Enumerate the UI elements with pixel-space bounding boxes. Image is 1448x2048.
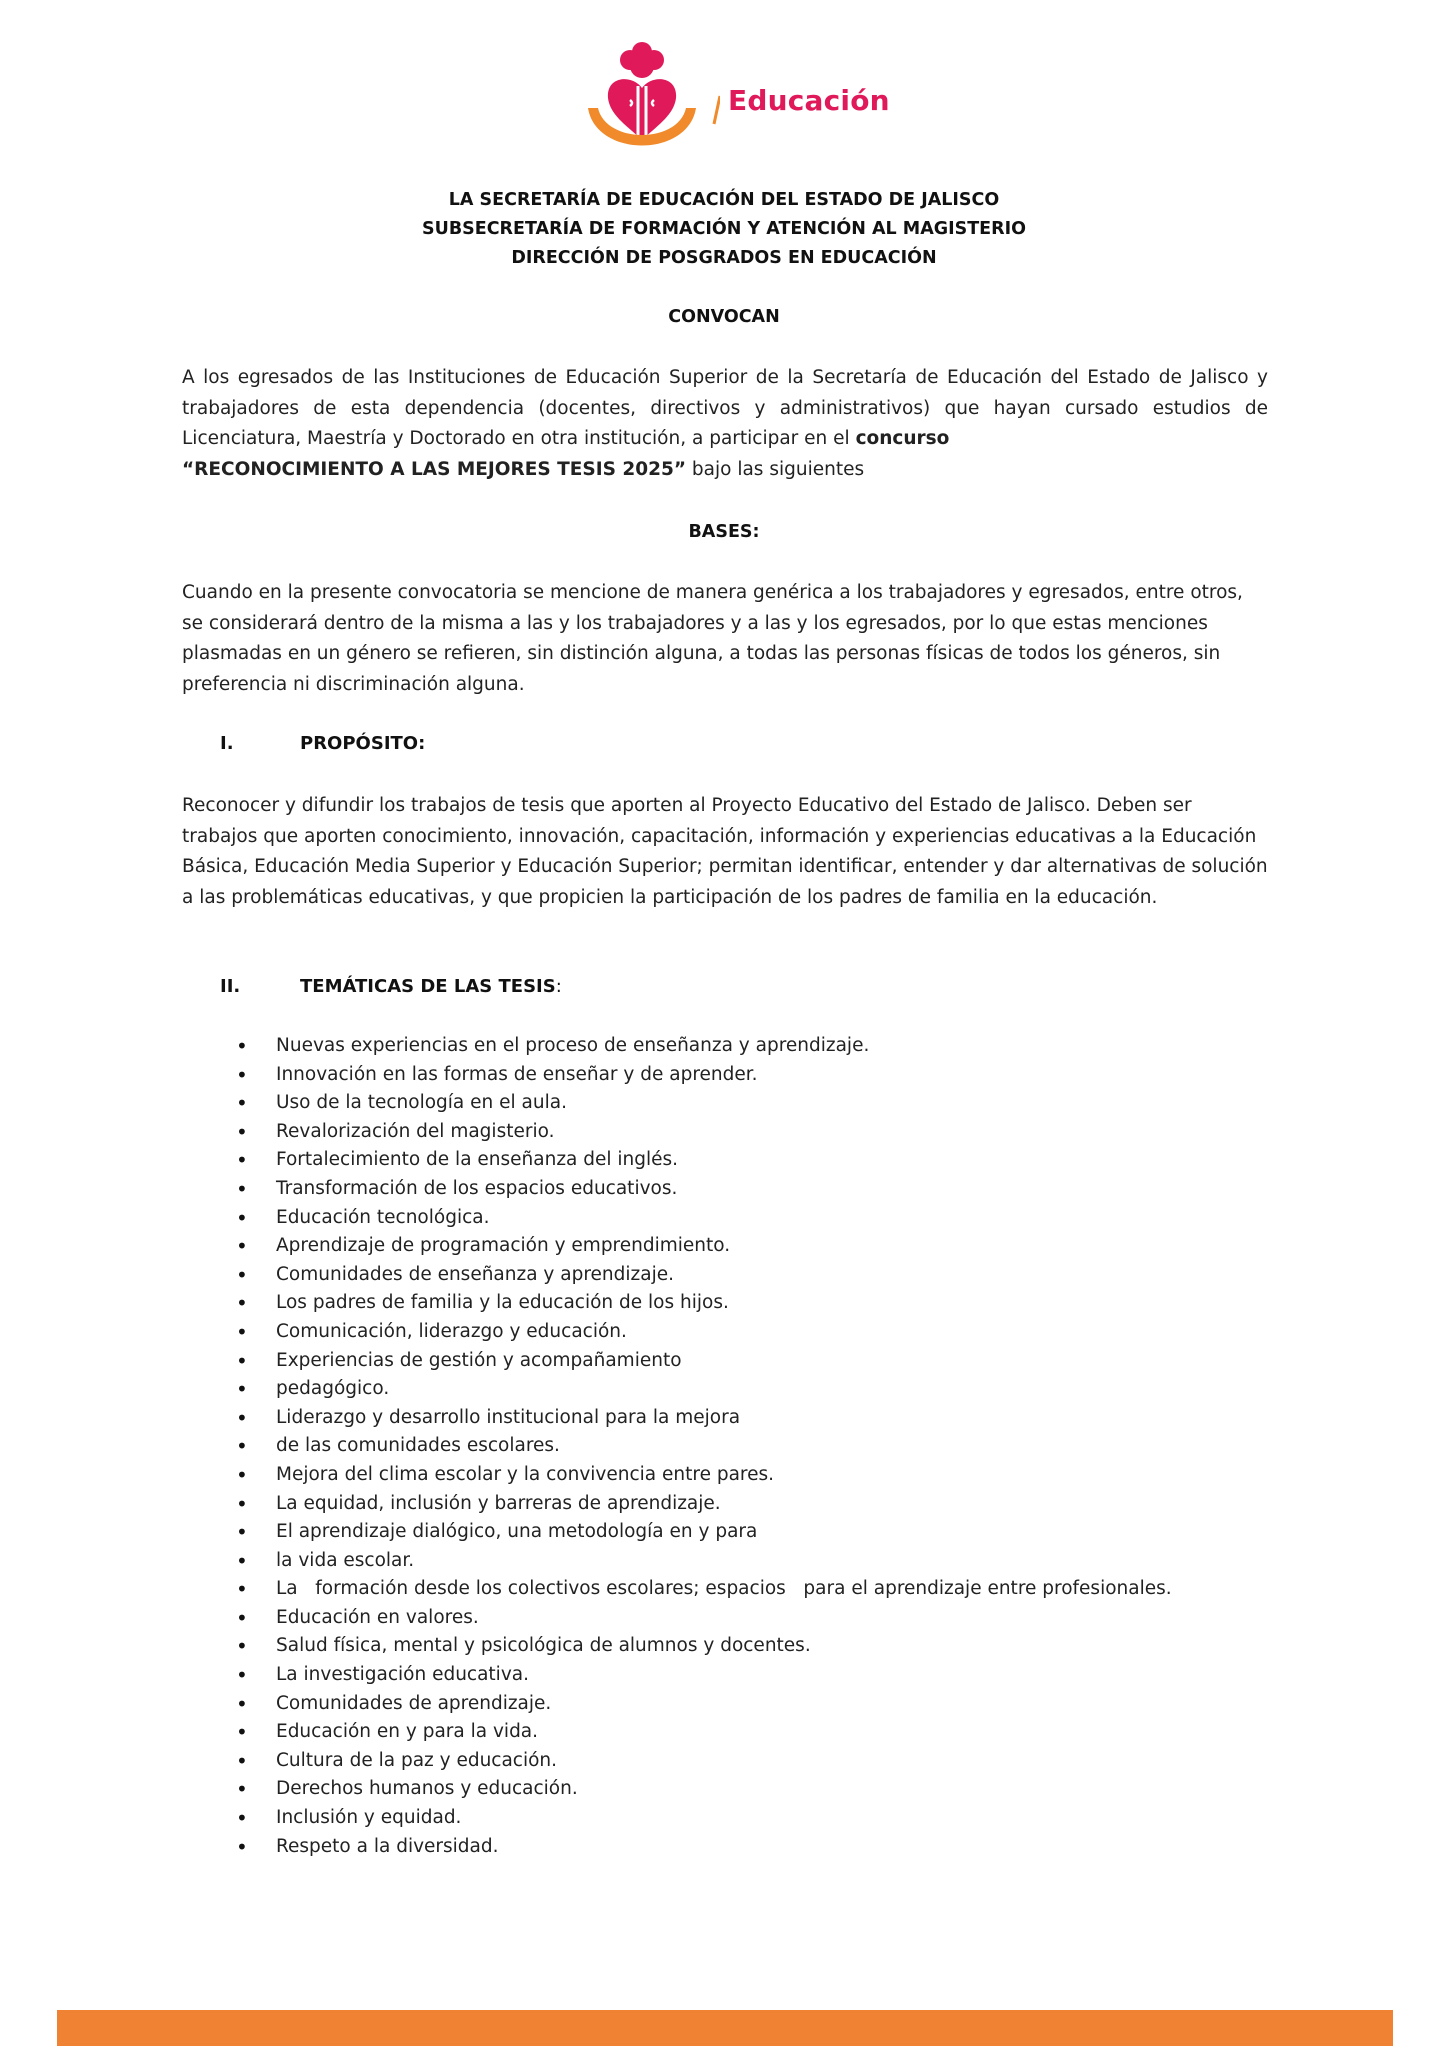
topic-list-item: • Uso de la tecnología en el aula.: [236, 1089, 1172, 1118]
topic-list-item: • Respeto a la diversidad.: [236, 1833, 1172, 1862]
topic-list-item: • Revalorización del magisterio.: [236, 1118, 1172, 1147]
topic-list-item: • Nuevas experiencias en el proceso de enseñanza y aprendizaje.: [236, 1032, 1172, 1061]
topic-list-item: • La investigación educativa.: [236, 1661, 1172, 1690]
header-line-2: SUBSECRETARÍA DE FORMACIÓN Y ATENCIÓN AL MAGISTERIO: [422, 219, 1026, 239]
topic-list-item: • Comunidades de enseñanza y aprendizaje.: [236, 1261, 1172, 1290]
section-1-title: PROPÓSITO:: [300, 733, 426, 754]
bases-paragraph: Cuando en la presente convocatoria se mencione de manera genérica a los trabajadores y egresados, entre otros, se considerará dentro de la misma a las y los trabajadores y a las y los egresados, por lo que estas menciones plasmadas en un género se refieren, sin distinción alguna, a todas las personas físicas de todos los géneros, sin preferencia ni discriminación alguna.: [182, 582, 1243, 695]
intro-text-end: bajo las siguientes: [686, 458, 865, 480]
topic-list-item: • Educación tecnológica.: [236, 1204, 1172, 1233]
section-1-number: I.: [220, 733, 234, 754]
topic-list-item: • Comunicación, liderazgo y educación.: [236, 1318, 1172, 1347]
topic-list-item: • Inclusión y equidad.: [236, 1804, 1172, 1833]
topic-list-item: • Educación en valores.: [236, 1604, 1172, 1633]
topic-list-item: • Cultura de la paz y educación.: [236, 1747, 1172, 1776]
header-line-3: DIRECCIÓN DE POSGRADOS EN EDUCACIÓN: [511, 248, 937, 268]
purpose-paragraph: Reconocer y difundir los trabajos de tesis que aporten al Proyecto Educativo del Estado de Jalisco. Deben ser trabajos que aporten conocimiento, innovación, capacitación, información y experiencias educativas a la Educación Básica, Educación Media Superior y Educación Superior; permitan identificar, entender y dar alternativas de solución a las problemáticas educativas, y que propicien la participación de los padres de familia en la educación.: [182, 795, 1268, 908]
topic-list-item: • La equidad, inclusión y barreras de aprendizaje.: [236, 1490, 1172, 1519]
header-line-1: LA SECRETARÍA DE EDUCACIÓN DEL ESTADO DE JALISCO: [448, 190, 1000, 210]
topic-list-item: • la vida escolar.: [236, 1547, 1172, 1576]
topic-list-item: • pedagógico.: [236, 1375, 1172, 1404]
education-logo: [580, 36, 900, 172]
topic-list-item: • Fortalecimiento de la enseñanza del inglés.: [236, 1146, 1172, 1175]
intro-paragraph: [182, 363, 1268, 485]
topic-list-item: • Liderazgo y desarrollo institucional para la mejora: [236, 1404, 1172, 1433]
bases-heading: BASES:: [688, 522, 760, 542]
footer-bar: [57, 2010, 1393, 2046]
topic-list-item: • Salud física, mental y psicológica de alumnos y docentes.: [236, 1632, 1172, 1661]
topic-list-item: • Derechos humanos y educación.: [236, 1775, 1172, 1804]
intro-text-start: A los egresados de las Instituciones de Educación Superior de la Secretaría de Educación del Estado de Jalisco y trabajadores de esta dependencia (docentes, directivos y administrativos) que hayan cursado estudios de Licenciatura, Maestría y Doctorado en otra institución, a participar en el: [182, 367, 1268, 449]
section-2-heading: [220, 976, 562, 997]
topic-list-item: • de las comunidades escolares.: [236, 1432, 1172, 1461]
topic-list-item: • Aprendizaje de programación y emprendimiento.: [236, 1232, 1172, 1261]
topic-list-item: • La formación desde los colectivos escolares; espacios para el aprendizaje entre profesionales.: [236, 1575, 1172, 1604]
topic-list-item: • El aprendizaje dialógico, una metodología en y para: [236, 1518, 1172, 1547]
topic-list-item: • Innovación en las formas de enseñar y de aprender.: [236, 1061, 1172, 1090]
intro-contest-title: “RECONOCIMIENTO A LAS MEJORES TESIS 2025”: [182, 458, 687, 480]
convocan-heading: CONVOCAN: [668, 307, 780, 327]
topic-list-item: • Los padres de familia y la educación de los hijos.: [236, 1289, 1172, 1318]
intro-concurso: concurso: [855, 428, 950, 449]
section-1-heading: [220, 733, 425, 754]
topic-list-item: • Mejora del clima escolar y la convivencia entre pares.: [236, 1461, 1172, 1490]
topic-list-item: • Educación en y para la vida.: [236, 1718, 1172, 1747]
education-logo-icon: [580, 36, 720, 172]
topic-list-item: • Transformación de los espacios educativos.: [236, 1175, 1172, 1204]
section-2-number: II.: [220, 976, 241, 997]
section-2-title: TEMÁTICAS DE LAS TESIS: [300, 976, 556, 997]
topics-list: [236, 1032, 1172, 1861]
section-2-colon: :: [555, 976, 562, 997]
topic-list-item: • Comunidades de aprendizaje.: [236, 1690, 1172, 1719]
education-logo-text: Educación: [728, 84, 890, 117]
topic-list-item: • Experiencias de gestión y acompañamiento: [236, 1347, 1172, 1376]
